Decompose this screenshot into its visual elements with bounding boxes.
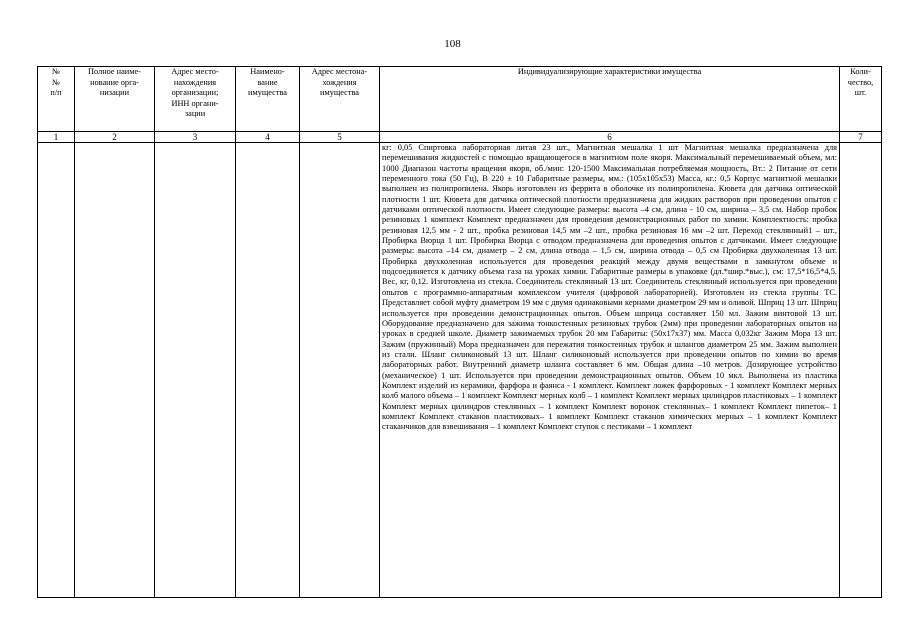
- column-number: 4: [236, 132, 300, 143]
- column-number: 6: [380, 132, 840, 143]
- cell-characteristics: [380, 143, 840, 598]
- cell-organization-name: [75, 143, 155, 598]
- column-number: 5: [300, 132, 380, 143]
- page-number: 108: [444, 38, 461, 50]
- cell-row-number: [38, 143, 75, 598]
- column-number: 3: [155, 132, 236, 143]
- header-organization-address: [155, 67, 236, 132]
- column-number: 2: [75, 132, 155, 143]
- table-header-row: [38, 67, 882, 132]
- column-number: 1: [38, 132, 75, 143]
- header-text: Адрес местона- хождения имущества: [311, 67, 368, 97]
- header-property-address: [300, 67, 380, 132]
- header-organization-name: [75, 67, 155, 132]
- cell-organization-address: [155, 143, 236, 598]
- header-row-number: [38, 67, 75, 132]
- header-text: № № п/п: [50, 67, 62, 97]
- header-text: Наимено- вание имущества: [248, 67, 287, 97]
- header-text: Индивидуализирующие характеристики имущества: [517, 67, 702, 76]
- header-text: Коли- чество, шт.: [847, 67, 874, 97]
- characteristics-text: кг: 0,05 Спиртовка лабораторная литая 23 шт., Магнитная мешалка 1 шт Магнитная мешалка предназначена для перемешивания жидкостей с помощью вращающегося в магнитном поле якоря. Максимальный перемешиваемый объем, мл: 1000 Диапазон частоты вращения якоря, об./мин: 120-1500 Максимальная потребляемая мощность, Вт.: 2 Питание от сети переменного тока (50 Гц), В 220 ± 10 Габаритные размеры, мм.: (105х105х53) Масса, кг.: 0,5 Корпус магнитной мешалки выполнен из полипропилена. Якорь изготовлен из феррита в оболочке из полипропилена. Кювета для датчика оптической плотности 1 шт. Кювета для датчика оптической плотности предназначена для жидких растворов при проведении опытов с датчиками оптической плотности. Имеет следующие размеры: высота –4 см, длина - 10 см, ширина – 3,5 см. Набор пробок резиновых 1 комплект Комплект предназначен для проведения демонстрационных работ по химии. Комплектность: пробка резиновая 12,5 мм - 2 шт., пробка резиновая 14,5 мм –2 шт., пробка резиновая 16 мм –2 шт. Переход стеклянный1 – шт., Пробирка Вюрца 1 шт. Пробирка Вюрца с отводом предназначена для проведения опытов с датчиками. Имеет следующие размеры: высота –14 см, диаметр – 2 см, длина отвода – 1,5 см, ширина отвода – 0,5 см Пробирка двухколенная 13 шт. Пробирка двухколенная используется для проведения реакций между двумя веществами в замкнутом объеме и подсоединяется к датчику объема газа на уроках химии. Габаритные размеры в упаковке (дл.*шир.*выс.), см: 17,5*16,5*4,5. Вес, кг, 0,12. Изготовлена из стекла. Соединитель стеклянный 13 шт. Соединитель стеклянный используется при проведении опытов с программно-аппаратным комплексом учителя (цифровой лабораторией). Изготовлен из стекла группы ТС. Представляет собой муфту диаметром 19 мм с двумя одинаковыми кернами диаметром 29 мм и оливой. Шприц 13 шт. Шприц используется при проведении демонстрационных опытов. Объем шприца составляет 150 мл. Зажим винтовой 13 шт. Оборудование предназначено для зажима тонкостенных резиновых трубок (2мм) при проведении лабораторных опытов на уроках в средней школе. Диаметр зажимаемых трубок 20 мм Габариты: (50х17х37) мм. Масса 0,032кг Зажим Мора 13 шт. Зажим (пружинный) Мора предназначен для пережатия тонкостенных трубок и шлангов диаметром 25 мм. Зажим выполнен из стали. Шланг силиконовый 13 шт. Шланг силиконовый используется при проведении опытов по химии во время лабораторных работ. Внутренний диаметр шланга составляет 6 мм. Общая длина –10 метров. Дозирующее устройство (механическое) 1 шт. Используется при проведении демонстрационных опытов. Объем 10 мкл. Выполнена из пластика Комплект изделий из керамики, фарфора и фаянса - 1 комплект. Комплект ложек фарфоровых - 1 комплект Комплект мерных колб малого объема – 1 комплект Комплект мерных колб – 1 комплект Комплект мерных цилиндров пластиковых – 1 комплект Комплект мерных цилиндров стеклянных – 1 комплект Комплект воронок стеклянных– 1 комплект Комплект пипеток– 1 комплект Комплект стаканов пластиковых– 1 комплект Комплект стаканов химических мерных – 1 комплект Комплект стаканчиков для взвешивания – 1 комплект Комплект ступок с пестиками – 1 комплект: [382, 143, 837, 432]
- column-number: 7: [840, 132, 882, 143]
- header-text: Полное наиме- нование орга- низации: [88, 67, 141, 97]
- header-characteristics: [380, 67, 840, 132]
- header-text: Адрес место- нахождения организации; ИНН органи- зации: [171, 67, 219, 118]
- property-register-table: [37, 66, 882, 598]
- table-row: [38, 143, 882, 598]
- cell-quantity: [840, 143, 882, 598]
- cell-property-name: [236, 143, 300, 598]
- cell-property-address: [300, 143, 380, 598]
- header-property-name: [236, 67, 300, 132]
- header-quantity: [840, 67, 882, 132]
- column-number-row: [38, 132, 882, 143]
